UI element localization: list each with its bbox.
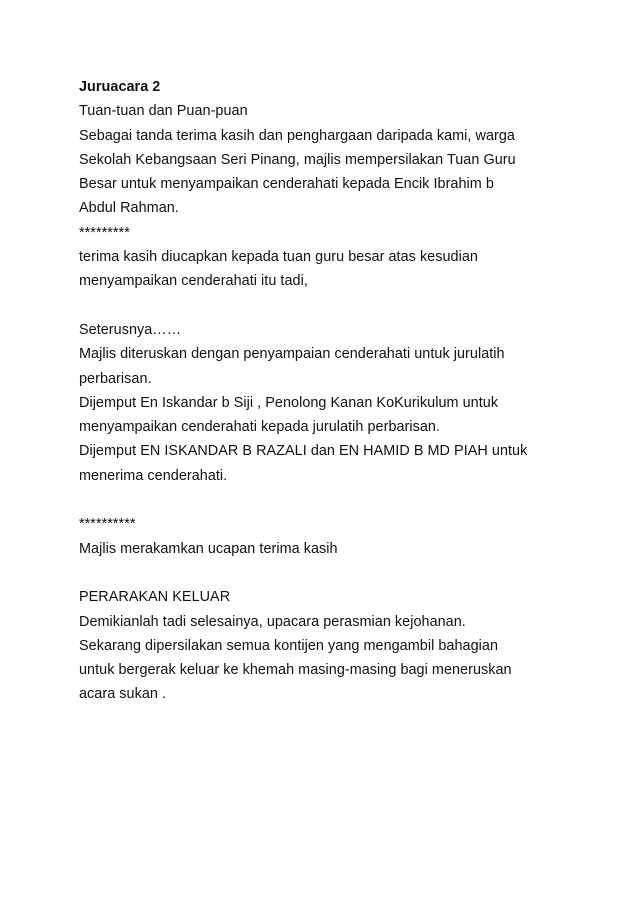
text-line: ********** [79,516,136,533]
text-line: menyampaikan cenderahati itu tadi, [79,273,308,290]
blank-line [79,488,579,512]
text-line: Demikianlah tadi selesainya, upacara perasmian kejohanan. [79,613,466,630]
text-line: menyampaikan cenderahati kepada jurulatih perbarisan. [79,419,441,436]
text-line: Sekarang dipersilakan semua kontijen yang mengambil bahagian [79,637,498,654]
text-line: Majlis diteruskan dengan penyampaian cenderahati untuk jurulatih [79,346,505,363]
text-line: Besar untuk menyampaikan cenderahati kepada Encik Ibrahim b [79,176,494,193]
text-line: ********* [79,224,130,241]
text-line: terima kasih diucapkan kepada tuan guru besar atas kesudian [79,249,478,266]
text-line: Abdul Rahman. [79,200,179,217]
text-line: PERARAKAN KELUAR [79,589,231,606]
text-line: Dijemput En Iskandar b Siji , Penolong Kanan KoKurikulum untuk [79,394,499,411]
document-body [79,75,579,707]
text-line: menerima cenderahati. [79,467,228,484]
text-line: acara sukan . [79,686,167,703]
document-heading: Juruacara 2 [79,79,161,95]
text-line: Majlis merakamkan ucapan terima kasih [79,540,338,557]
text-line: Dijemput EN ISKANDAR B RAZALI dan EN HAMID B MD PIAH untuk [79,443,528,460]
text-line: Sebagai tanda terima kasih dan penghargaan daripada kami, warga [79,127,515,144]
text-line: Tuan-tuan dan Puan-puan [79,103,248,120]
document-lines [79,99,579,706]
blank-line [79,294,579,318]
text-line: Seterusnya…… [79,321,182,338]
text-line: perbarisan. [79,370,152,387]
text-line: Sekolah Kebangsaan Seri Pinang, majlis mempersilakan Tuan Guru [79,151,516,168]
text-line: untuk bergerak keluar ke khemah masing-masing bagi meneruskan [79,662,512,679]
blank-line [79,561,579,585]
